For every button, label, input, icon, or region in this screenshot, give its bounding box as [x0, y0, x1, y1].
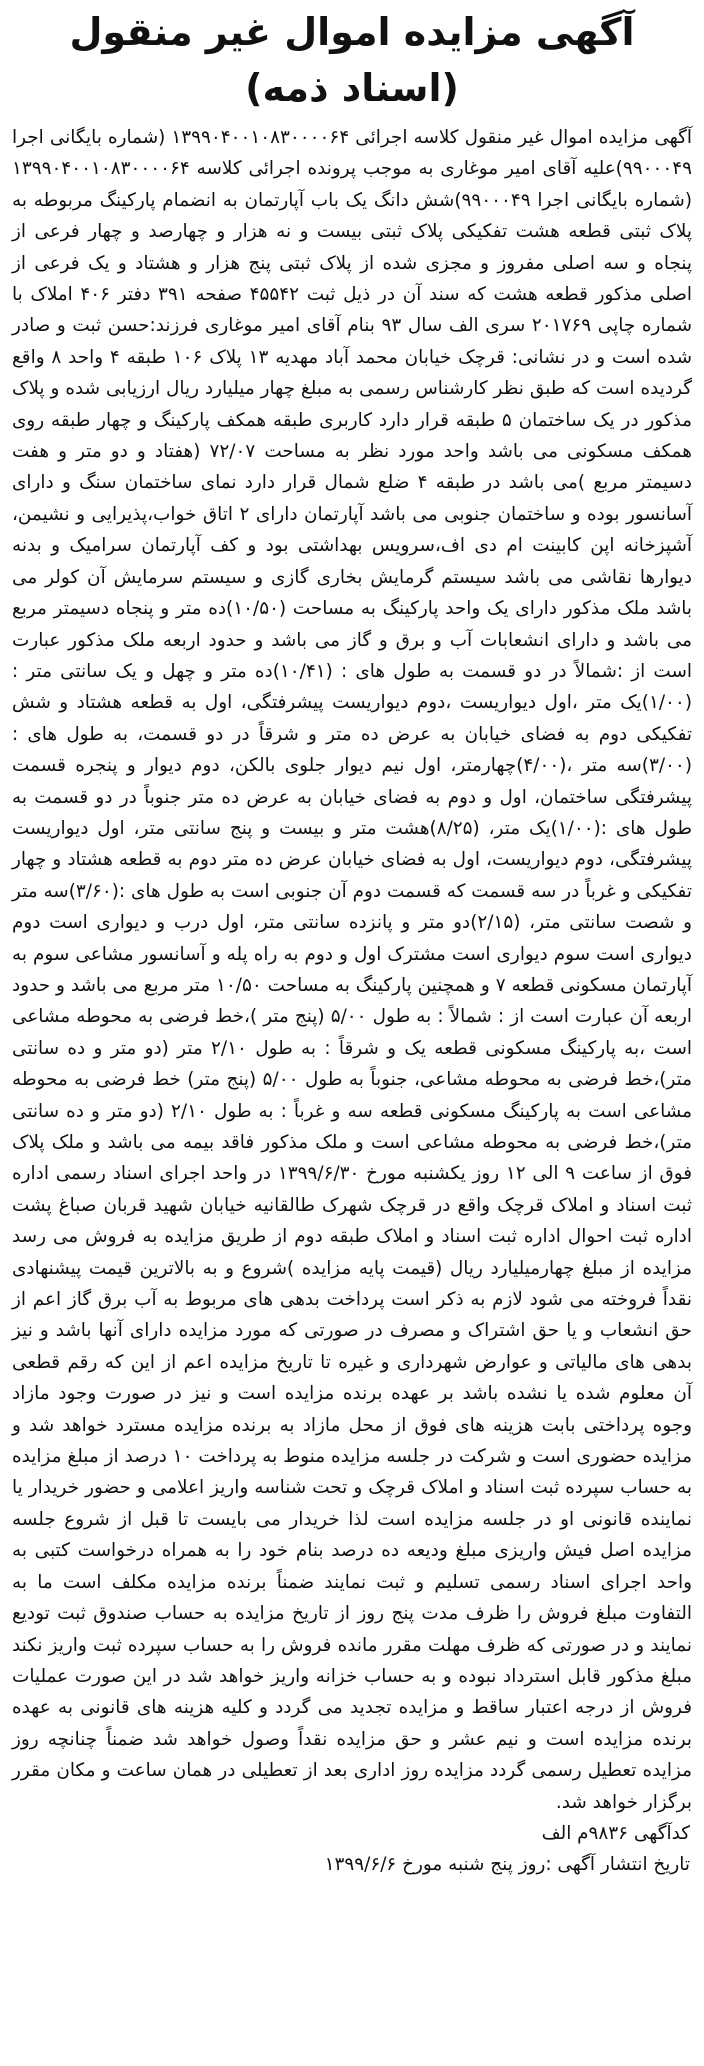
- publish-date: تاریخ انتشار آگهی :روز پنج شنبه مورخ ۱۳۹۹/۶/۶: [324, 1854, 690, 1876]
- notice-title: آگهی مزایده اموال غیر منقول (اسناد ذمه): [69, 10, 635, 110]
- notice-body: آگهی مزایده اموال غیر منقول کلاسه اجرائی ۱۳۹۹۰۴۰۰۱۰۸۳۰۰۰۰۶۴ (شماره بایگانی اجرا ۹۹۰۰۰۴۹)علیه آقای امیر موغاری به موجب پرونده اجرائی کلاسه ۱۳۹۹۰۴۰۰۱۰۸۳۰۰۰۰۶۴ (شماره بایگانی اجرا ۹۹۰۰۰۴۹)شش دانگ یک باب آپارتمان به انضمام پارکینگ مربوطه به پلاک ثبتی قطعه هشت تفکیکی پلاک ثبتی بیست و نه هزار و چهارصد و چهار فرعی از پنجاه و سه اصلی مفروز و مجزی شده از پلاک ثبتی پنج هزار و هشتاد و یک فرعی از اصلی مذکور قطعه هشت که سند آن در ذیل ثبت ۴۵۵۴۲ صفحه ۳۹۱ دفتر ۴۰۶ املاک با شماره چاپی ۲۰۱۷۶۹ سری الف سال ۹۳ بنام آقای امیر موغاری فرزند:حسن ثبت و صادر شده است و در نشانی: قرچک خیابان محمد آباد مهدیه ۱۳ پلاک ۱۰۶ طبقه ۴ واحد ۸ واقع گردیده است که طبق نظر کارشناس رسمی به مبلغ چهار میلیارد ریال ارزیابی شده و پلاک مذکور در یک ساختمان ۵ طبقه قرار دارد کاربری طبقه همکف پارکینگ و چهار طبقه روی همکف مسکونی می باشد واحد مورد نظر به مساحت ۷۲/۰۷ (هفتاد و دو متر و هفت دسیمتر مربع )می باشد در طبقه ۴ ضلع شمال قرار دارد نمای ساختمان سنگ و دارای آسانسور بوده و ساختمان جنوبی می باشد آپارتمان دارای ۲ اتاق خواب،پذیرایی و نشیمن، آشپزخانه اپن کابینت ام دی اف،سرویس بهداشتی بود و کف آپارتمان سرامیک و بدنه دیوارها نقاشی می باشد سیستم گرمایش بخاری گازی و سیستم سرمایش آن کولر می باشد ملک مذکور دارای یک واحد پارکینگ به مساحت (۱۰/۵۰)ده متر و پنجاه دسیمتر مربع می باشد و دارای انشعابات آب و برق و گاز می باشد و حدود اربعه ملک مذکور عبارت است از :شمالاً در دو قسمت به طول های : (۱۰/۴۱)ده متر و چهل و یک سانتی متر :(۱/۰۰)یک متر ،اول دیواریست ،دوم دیواریست پیشرفتگی، اول به قطعه هشتاد و شش تفکیکی دوم به فضای خیابان به عرض ده متر و شرقاً در دو قسمت، به طول های :(۳/۰۰)سه متر ،(۴/۰۰)چهارمتر، اول نیم دیوار جلوی بالکن، دوم دیوار و پنجره قسمت پیشرفتگی ساختمان، اول و دوم به فضای خیابان به عرض ده متر جنوباً در دو قسمت به طول های :(۱/۰۰)یک متر، (۸/۲۵)هشت متر و بیست و پنج سانتی متر، اول دیواریست پیشرفتگی، دوم دیواریست، اول به فضای خیابان عرض ده متر دوم به قطعه هشتاد و چهار تفکیکی و غرباً در سه قسمت که قسمت دوم آن جنوبی است به طول های :(۳/۶۰)سه متر و شصت سانتی متر، (۲/۱۵)دو متر و پانزده سانتی متر، اول درب و دیواری است دوم دیواری است سوم دیواری است مشترک اول و دوم به راه پله و آسانسور مشاعی سوم به آپارتمان مسکونی قطعه ۷ و همچنین پارکینگ به مساحت ۱۰/۵۰ متر مربع می باشد و حدود اربعه آن عبارت است از : شمالاً : به طول ۵/۰۰ (پنج متر )،خط فرضی به محوطه مشاعی است ،به پارکینگ مسکونی قطعه یک و شرقاً : به طول ۲/۱۰ متر (دو متر و ده سانتی متر)،خط فرضی به محوطه مشاعی، جنوباً به طول ۵/۰۰ (پنج متر) خط فرضی به محوطه مشاعی است به پارکینگ مسکونی قطعه سه و غرباً : به طول ۲/۱۰ (دو متر و ده سانتی متر)،خط فرضی به محوطه مشاعی است و ملک مذکور فاقد بیمه می باشد و ملک پلاک فوق از ساعت ۹ الی ۱۲ روز یکشنبه مورخ ۱۳۹۹/۶/۳۰ در واحد اجرای اسناد رسمی اداره ثبت اسناد و املاک قرچک واقع در قرچک شهرک طالقانیه خیابان شهید قربان صباغ پشت اداره ثبت احوال اداره ثبت اسناد و املاک طبقه دوم از طریق مزایده به فروش می رسد مزایده از مبلغ چهارمیلیارد ریال (قیمت پایه مزایده )شروع و به بالاترین قیمت پیشنهادی نقداً فروخته می شود لازم به ذکر است پرداخت بدهی های مربوط به آب برق گاز اعم از حق انشعاب و یا حق اشتراک و مصرف در صورتی که مورد مزایده دارای آنها باشد و نیز بدهی های مالیاتی و عوارض شهرداری و غیره تا تاریخ مزایده اعم از این که رقم قطعی آن معلوم شده یا نشده باشد بر عهده برنده مزایده است و نیز در صورت وجود مازاد وجوه پرداختی بابت هزینه های فوق از محل مازاد به برنده مزایده مسترد خواهد شد و مزایده حضوری است و شرکت در جلسه مزایده منوط به پرداخت ۱۰ درصد از مبلغ مزایده به حساب سپرده ثبت اسناد و املاک قرچک و تحت شناسه واریز اعلامی و حضور خریدار یا نماینده قانونی او در جلسه مزایده است لذا خریدار می بایست تا قبل از شروع جلسه مزایده اصل فیش واریزی مبلغ ودیعه ده درصد بنام خود را به همراه درخواست کتبی به واحد اجرای اسناد رسمی تسلیم و ثبت نمایند ضمناً برنده مزایده مکلف است ما به التفاوت مبلغ فروش را ظرف مدت پنج روز از تاریخ مزایده به حساب صندوق ثبت تودیع نمایند و در صورتی که ظرف مهلت مقرر مانده فروش را به حساب سپرده ثبت واریز نکند مبلغ مذکور قابل استرداد نبوده و به حساب خزانه واریز خواهد شد در این صورت عملیات فروش از درجه اعتبار ساقط و مزایده تجدید می گردد و کلیه هزینه های قانونی به عهده برنده مزایده است و نیم عشر و حق مزایده نقداً وصول خواهد شد ضمناً چنانچه روز مزایده تعطیل رسمی گردد مزایده روز اداری بعد از تعطیلی در همان ساعت و مکان مقرر برگزار خواهد شد.: [12, 127, 693, 1813]
- auction-notice: [6, 4, 698, 2062]
- ad-code: کدآگهی ۹۸۳۶م الف: [541, 1822, 690, 1844]
- notice-footer: [6, 1818, 698, 1881]
